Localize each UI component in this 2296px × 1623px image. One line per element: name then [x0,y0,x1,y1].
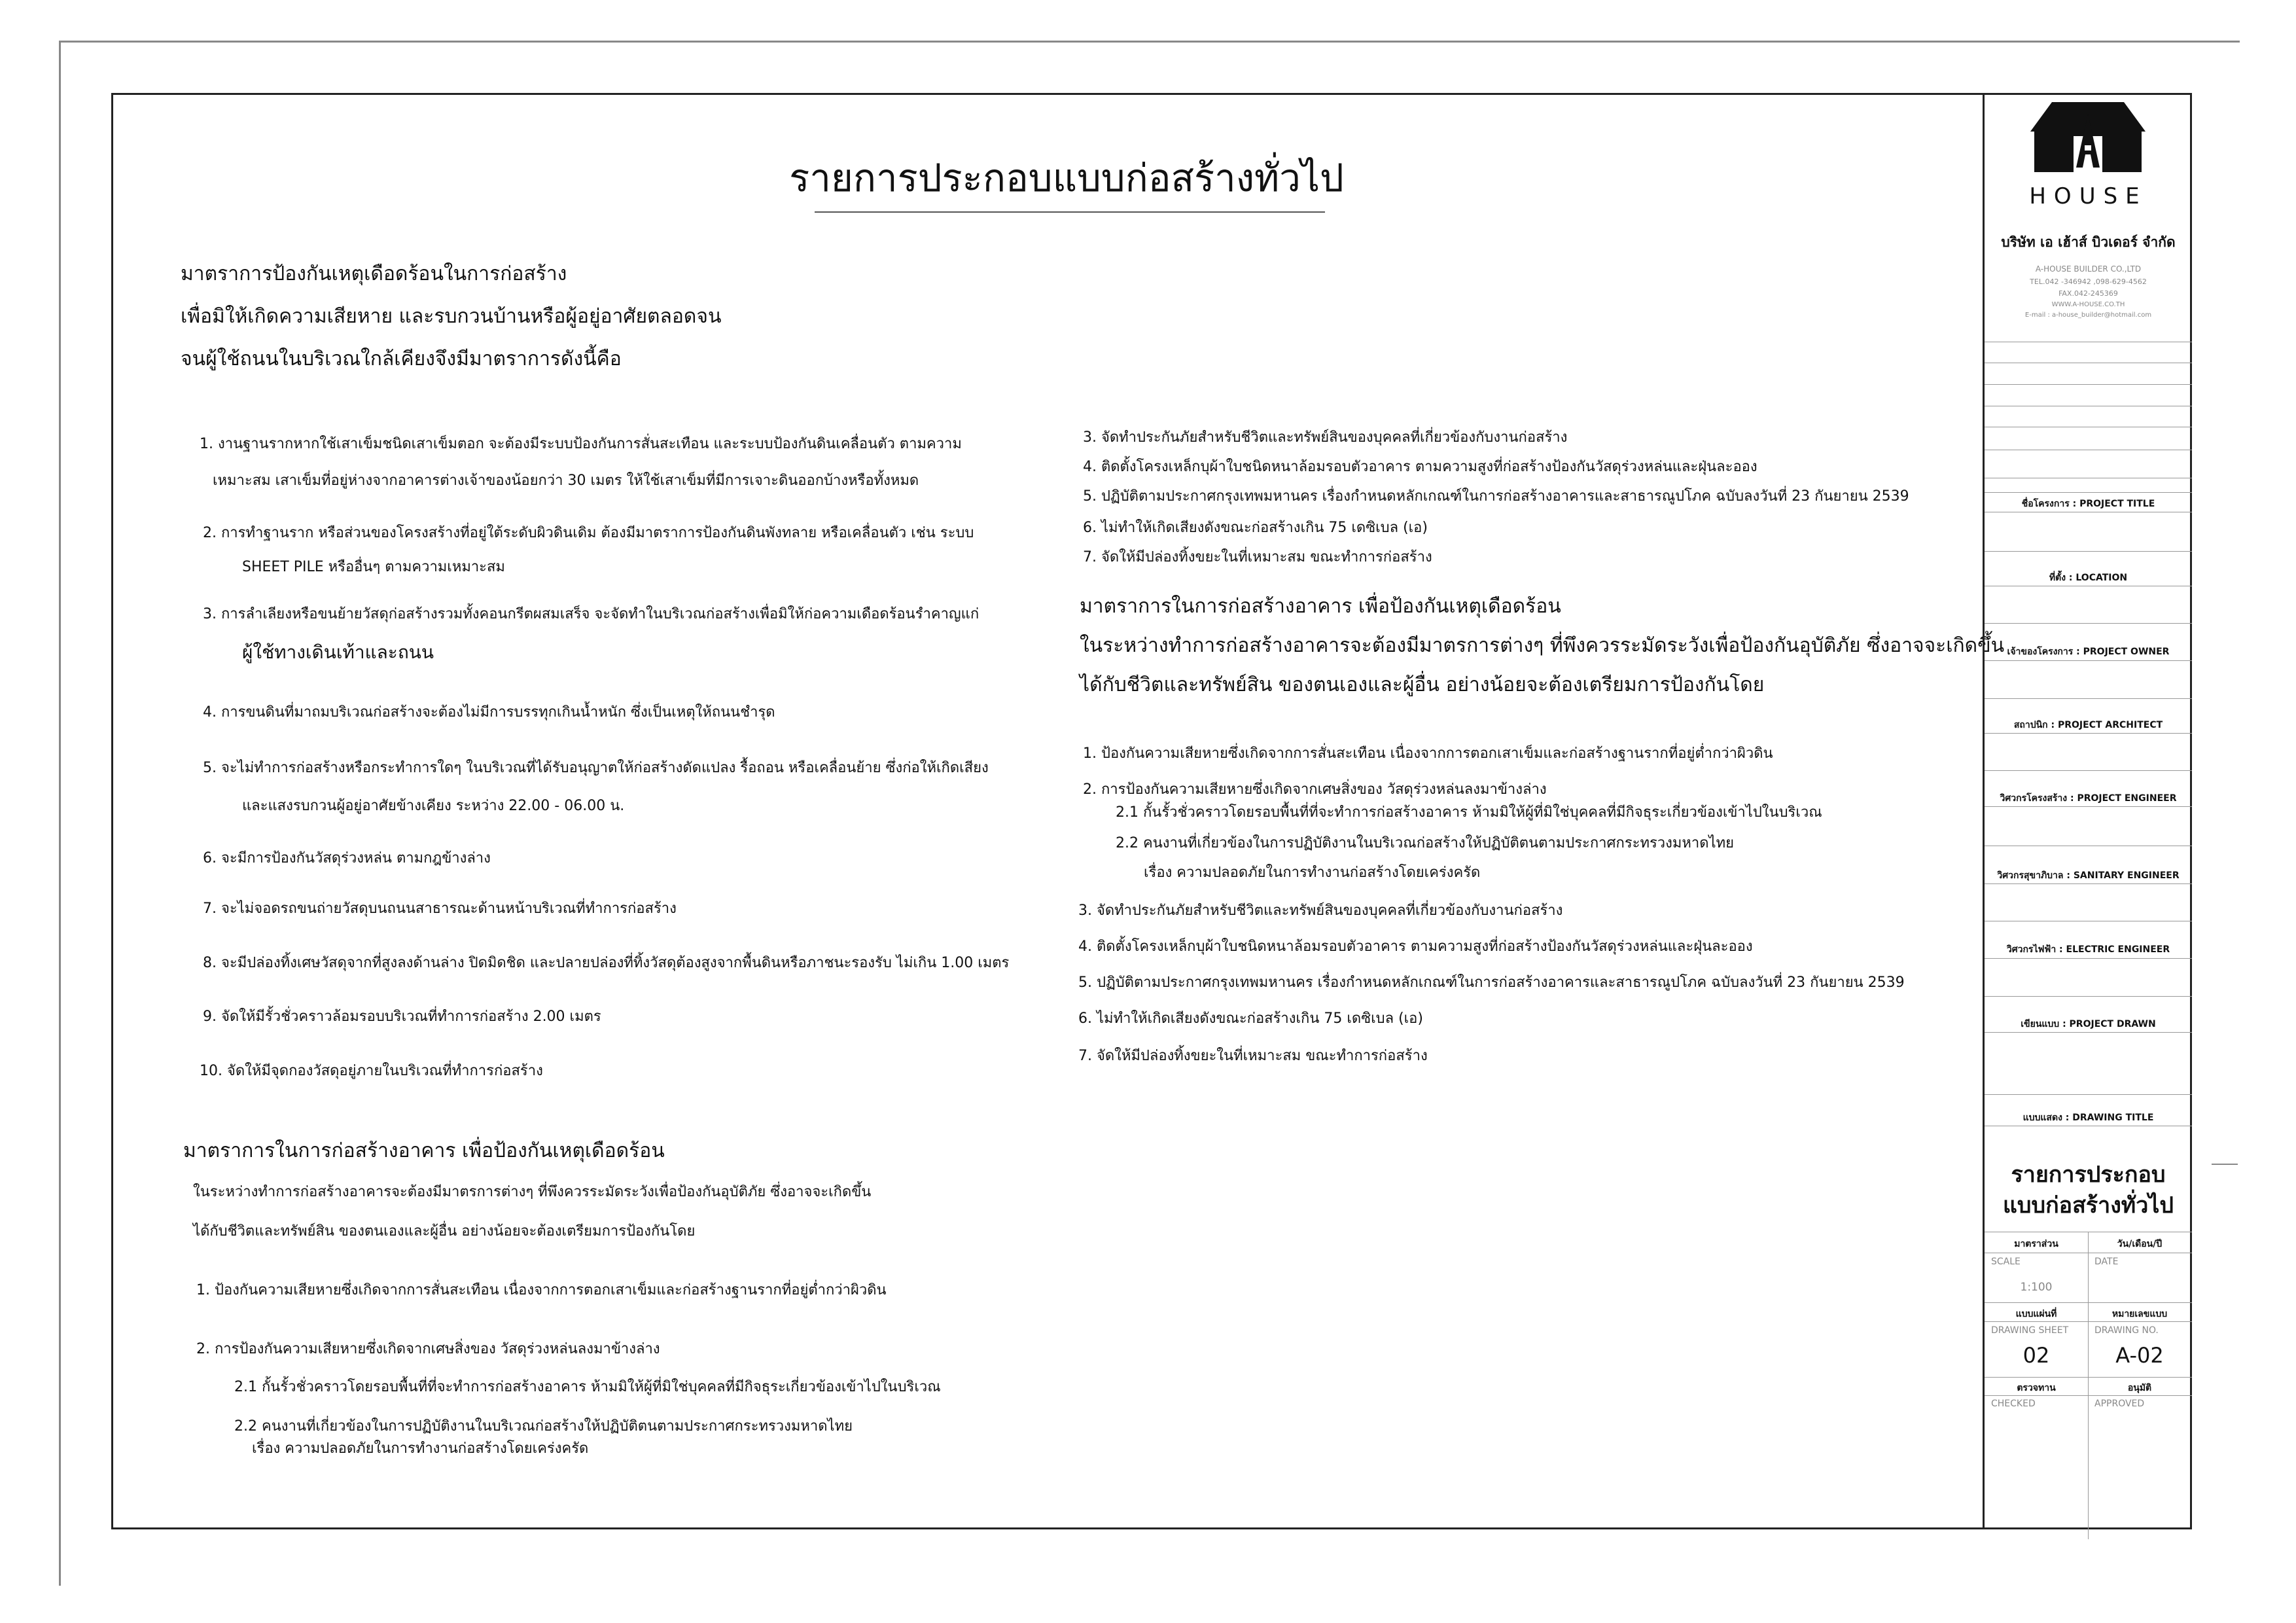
right-item2-2-1: 2.1 กั้นรั้วชั่วคราวโดยรอบพื้นที่ที่จะทำการก่อสร้างอาคาร ห้ามมิให้ผู้ที่มิใช่บุคคลที่มีกิจธุระเกี่ยวข้องเข้าไปในบริเวณ [1116,804,1822,821]
left-item-2b: SHEET PILE หรืออื่นๆ ตามความเหมาะสม [242,559,505,575]
right-item2-4: 4. ติดตั้งโครงเหล็กบุผ้าใบชนิดหนาล้อมรอบตัวอาคาร ตามความสูงที่ก่อสร้างป้องกันวัสดุร่วงหล่นและฝุ่นละออง [1078,938,1753,955]
left-item-2a: 2. การทำฐานราก หรือส่วนของโครงสร้างที่อยู่ใต้ระดับผิวดินเดิม ต้องมีมาตราการป้องกันดินพังทลาย หรือเคลื่อนตัว เช่น ระบบ [203,525,974,541]
right-item2-3: 3. จัดทำประกันภัยสำหรับชีวิตและทรัพย์สินของบุคคลที่เกี่ยวข้องกับงานก่อสร้าง [1078,902,1563,919]
title-underline [815,211,1325,213]
tb-sheet-th: แบบแผ่นที่ [2015,1309,2057,1319]
right-item2-2-2b: เรื่อง ความปลอดภัยในการทำงานก่อสร้างโดยเคร่งครัด [1144,865,1481,881]
logo-text: HOUSE [2029,183,2147,209]
page-title: รายการประกอบแบบก่อสร้างทั่วไป [789,156,1344,200]
right-heading-3: ได้กับชีวิตและทรัพย์สิน ของตนเองและผู้อื่น อย่างน้อยจะต้องเตรียมการป้องกันโดย [1080,673,1765,696]
right-item2-2: 2. การป้องกันความเสียหายซึ่งเกิดจากเศษสิ่งของ วัสดุร่วงหล่นลงมาข้างล่าง [1083,781,1547,798]
left-heading-measures: มาตราการในการก่อสร้างอาคาร เพื่อป้องกันเหตุเดือดร้อน [183,1139,665,1162]
left-item-5a: 5. จะไม่ทำการก่อสร้างหรือกระทำการใดๆ ในบริเวณที่ได้รับอนุญาตให้ก่อสร้างดัดแปลง รื้อถอน หรือเคลื่อนย้าย ซึ่งก่อให้เกิดเสียง [203,760,989,776]
tb-architect: สถาปนิก : PROJECT ARCHITECT [2013,720,2163,730]
right-item-6: 6. ไม่ทำให้เกิดเสียงดังขณะก่อสร้างเกิน 75 เดซิเบล (เอ) [1083,520,1428,536]
right-item-7: 7. จัดให้มีปล่องทิ้งขยะในที่เหมาะสม ขณะทำการก่อสร้าง [1083,549,1432,565]
company-name-th: บริษัท เอ เฮ้าส์ บิวเดอร์ จำกัด [2001,234,2176,250]
left-item-3a: 3. การลำเลียงหรือขนย้ายวัสดุก่อสร้างรวมทั้งคอนกรีตผสมเสร็จ จะจัดทำในบริเวณก่อสร้างเพื่อมิให้ก่อความเดือดร้อนรำคาญแก่ [203,606,980,622]
company-name-en: A-HOUSE BUILDER CO.,LTD [2035,264,2142,274]
tb-checked-en: CHECKED [1991,1399,2036,1409]
tb-scale-en: SCALE [1991,1257,2021,1267]
tb-no-en: DRAWING NO. [2094,1325,2159,1336]
tb-checked-th: ตรวจทาน [2017,1383,2056,1393]
house-logo-icon [2029,102,2147,181]
right-item-4: 4. ติดตั้งโครงเหล็กบุผ้าใบชนิดหนาล้อมรอบตัวอาคาร ตามความสูงที่ก่อสร้างป้องกันวัสดุร่วงหล่นและฝุ่นละออง [1083,459,1757,475]
left-heading-2: เพื่อมิให้เกิดความเสียหาย และรบกวนบ้านหรือผู้อยู่อาศัยตลอดจน [181,305,722,328]
left-item2-1: 1. ป้องกันความเสียหายซึ่งเกิดจากการสั่นสะเทือน เนื่องจากการตอกเสาเข็มและก่อสร้างฐานรากที่อยู่ต่ำกว่าผิวดิน [196,1282,887,1298]
left-item-1a: 1. งานฐานรากหากใช้เสาเข็มชนิดเสาเข็มตอก จะต้องมีระบบป้องกันการสั่นสะเทือน และระบบป้องกันดินเคลื่อนตัว ตามความ [200,436,962,452]
margin-tick [2212,1164,2238,1165]
tb-no-th: หมายเลขแบบ [2111,1309,2168,1319]
tb-drawing-title-1: รายการประกอบ [2011,1162,2166,1188]
right-heading-1: มาตราการในการก่อสร้างอาคาร เพื่อป้องกันเหตุเดือดร้อน [1080,595,1561,618]
left-item2-2: 2. การป้องกันความเสียหายซึ่งเกิดจากเศษสิ่งของ วัสดุร่วงหล่นลงมาข้างล่าง [196,1341,660,1357]
tb-owner: เจ้าของโครงการ : PROJECT OWNER [2007,647,2170,657]
left-sub-1: ในระหว่างทำการก่อสร้างอาคารจะต้องมีมาตรการต่างๆ ที่พึงควรระมัดระวังเพื่อป้องกันอุบัติภัย ซึ่งอาจจะเกิดขึ้น [193,1184,872,1200]
left-item-9: 9. จัดให้มีรั้วชั่วคราวล้อมรอบบริเวณที่ทำการก่อสร้าง 2.00 เมตร [203,1008,601,1025]
tb-sanitary: วิศวกรสุขาภิบาล : SANITARY ENGINEER [1997,870,2180,881]
left-item2-2-2b: เรื่อง ความปลอดภัยในการทำงานก่อสร้างโดยเคร่งครัด [252,1440,589,1457]
right-item2-7: 7. จัดให้มีปล่องทิ้งขยะในที่เหมาะสม ขณะทำการก่อสร้าง [1078,1048,1428,1064]
company-tel: TEL.042 -346942 ,098-629-4562 [2030,277,2147,286]
left-item-8: 8. จะมีปล่องทิ้งเศษวัสดุจากที่สูงลงด้านล่าง ปิดมิดชิด และปลายปล่องที่ทิ้งวัสดุต้องสูงจากพื้นดินหรือภาชนะรองรับ ไม่เกิน 1.00 เมตร [203,955,1010,971]
title-block [1983,93,2192,1529]
company-web: WWW.A-HOUSE.CO.TH [2051,301,2125,308]
tb-drawn: เขียนแบบ : PROJECT DRAWN [2021,1019,2156,1029]
left-item-7: 7. จะไม่จอดรถขนถ่ายวัสดุบนถนนสาธารณะด้านหน้าบริเวณที่ทำการก่อสร้าง [203,901,677,917]
tb-date-en: DATE [2094,1257,2119,1267]
right-item2-1: 1. ป้องกันความเสียหายซึ่งเกิดจากการสั่นสะเทือน เนื่องจากการตอกเสาเข็มและก่อสร้างฐานรากที่อยู่ต่ำกว่าผิวดิน [1083,745,1773,762]
tb-approved-th: อนุมัติ [2127,1383,2152,1393]
left-item2-2-1: 2.1 กั้นรั้วชั่วคราวโดยรอบพื้นที่ที่จะทำการก่อสร้างอาคาร ห้ามมิให้ผู้ที่มิใช่บุคคลที่มีกิจธุระเกี่ยวข้องเข้าไปในบริเวณ [234,1379,941,1395]
tb-drawing-title-label: แบบแสดง : DRAWING TITLE [2022,1113,2154,1123]
left-item-4: 4. การขนดินที่มาถมบริเวณก่อสร้างจะต้องไม่มีการบรรทุกเกินน้ำหนัก ซึ่งเป็นเหตุให้ถนนชำรุด [203,704,775,721]
left-item-5b: และแสงรบกวนผู้อยู่อาศัยข้างเคียง ระหว่าง 22.00 - 06.00 น. [242,798,625,814]
tb-drawing-title-2: แบบก่อสร้างทั่วไป [2003,1192,2174,1219]
right-heading-2: ในระหว่างทำการก่อสร้างอาคารจะต้องมีมาตรการต่างๆ ที่พึงควรระมัดระวังเพื่อป้องกันอุบัติภัย ซึ่งอาจจะเกิดขึ้น [1080,634,2005,657]
tb-project-title: ชื่อโครงการ : PROJECT TITLE [2021,499,2155,509]
tb-location: ที่ตั้ง : LOCATION [2049,573,2128,583]
left-item-1b: เหมาะสม เสาเข็มที่อยู่ห่างจากอาคารต่างเจ้าของน้อยกว่า 30 เมตร ให้ใช้เสาเข็มที่มีการเจาะดินออกบ้างหรือทั้งหมด [213,473,919,489]
left-item-10: 10. จัดให้มีจุดกองวัสดุอยู่ภายในบริเวณที่ทำการก่อสร้าง [200,1063,543,1079]
tb-engineer: วิศวกรโครงสร้าง : PROJECT ENGINEER [2000,793,2177,804]
tb-date-th: วัน/เดือน/ปี [2117,1239,2163,1249]
left-item2-2-2: 2.2 คนงานที่เกี่ยวข้องในการปฏิบัติงานในบริเวณก่อสร้างให้ปฏิบัติตนตามประกาศกระทรวงมหาดไทย [234,1418,853,1435]
tb-sheet-en: DRAWING SHEET [1991,1325,2069,1336]
company-email: E-mail : a-house_builder@hotmail.com [2024,312,2152,319]
right-item-5: 5. ปฏิบัติตามประกาศกรุงเทพมหานคร เรื่องกำหนดหลักเกณฑ์ในการก่อสร้างอาคารและสาธารณูปโภค ฉบับลงวันที่ 23 กันยายน 2539 [1083,488,1909,505]
left-sub-2: ได้กับชีวิตและทรัพย์สิน ของตนเองและผู้อื่น อย่างน้อยจะต้องเตรียมการป้องกันโดย [193,1223,696,1240]
left-item-6: 6. จะมีการป้องกันวัสดุร่วงหล่น ตามกฎข้างล่าง [203,850,491,866]
right-item2-2-2: 2.2 คนงานที่เกี่ยวข้องในการปฏิบัติงานในบริเวณก่อสร้างให้ปฏิบัติตนตามประกาศกระทรวงมหาดไทย [1116,835,1734,851]
tb-approved-en: APPROVED [2094,1399,2145,1409]
right-item2-6: 6. ไม่ทำให้เกิดเสียงดังขณะก่อสร้างเกิน 75 เดซิเบล (เอ) [1078,1010,1423,1027]
tb-no-value: A-02 [2115,1343,2164,1368]
left-heading-1: มาตราการป้องกันเหตุเดือดร้อนในการก่อสร้าง [181,262,567,285]
tb-scale-th: มาตราส่วน [2014,1239,2058,1249]
tb-scale-value: 1:100 [2020,1281,2053,1294]
left-item-3b: ผู้ใช้ทางเดินเท้าและถนน [242,641,434,663]
company-fax: FAX.042-245369 [2058,289,2118,298]
tb-sheet-value: 02 [2022,1343,2050,1368]
left-heading-3: จนผู้ใช้ถนนในบริเวณใกล้เคียงจึงมีมาตราการดังนี้คือ [181,348,622,370]
right-item2-5: 5. ปฏิบัติตามประกาศกรุงเทพมหานคร เรื่องกำหนดหลักเกณฑ์ในการก่อสร้างอาคารและสาธารณูปโภค ฉบับลงวันที่ 23 กันยายน 2539 [1078,974,1905,991]
tb-electric: วิศวกรไฟฟ้า : ELECTRIC ENGINEER [2006,944,2170,955]
right-item-3: 3. จัดทำประกันภัยสำหรับชีวิตและทรัพย์สินของบุคคลที่เกี่ยวข้องกับงานก่อสร้าง [1083,429,1568,446]
